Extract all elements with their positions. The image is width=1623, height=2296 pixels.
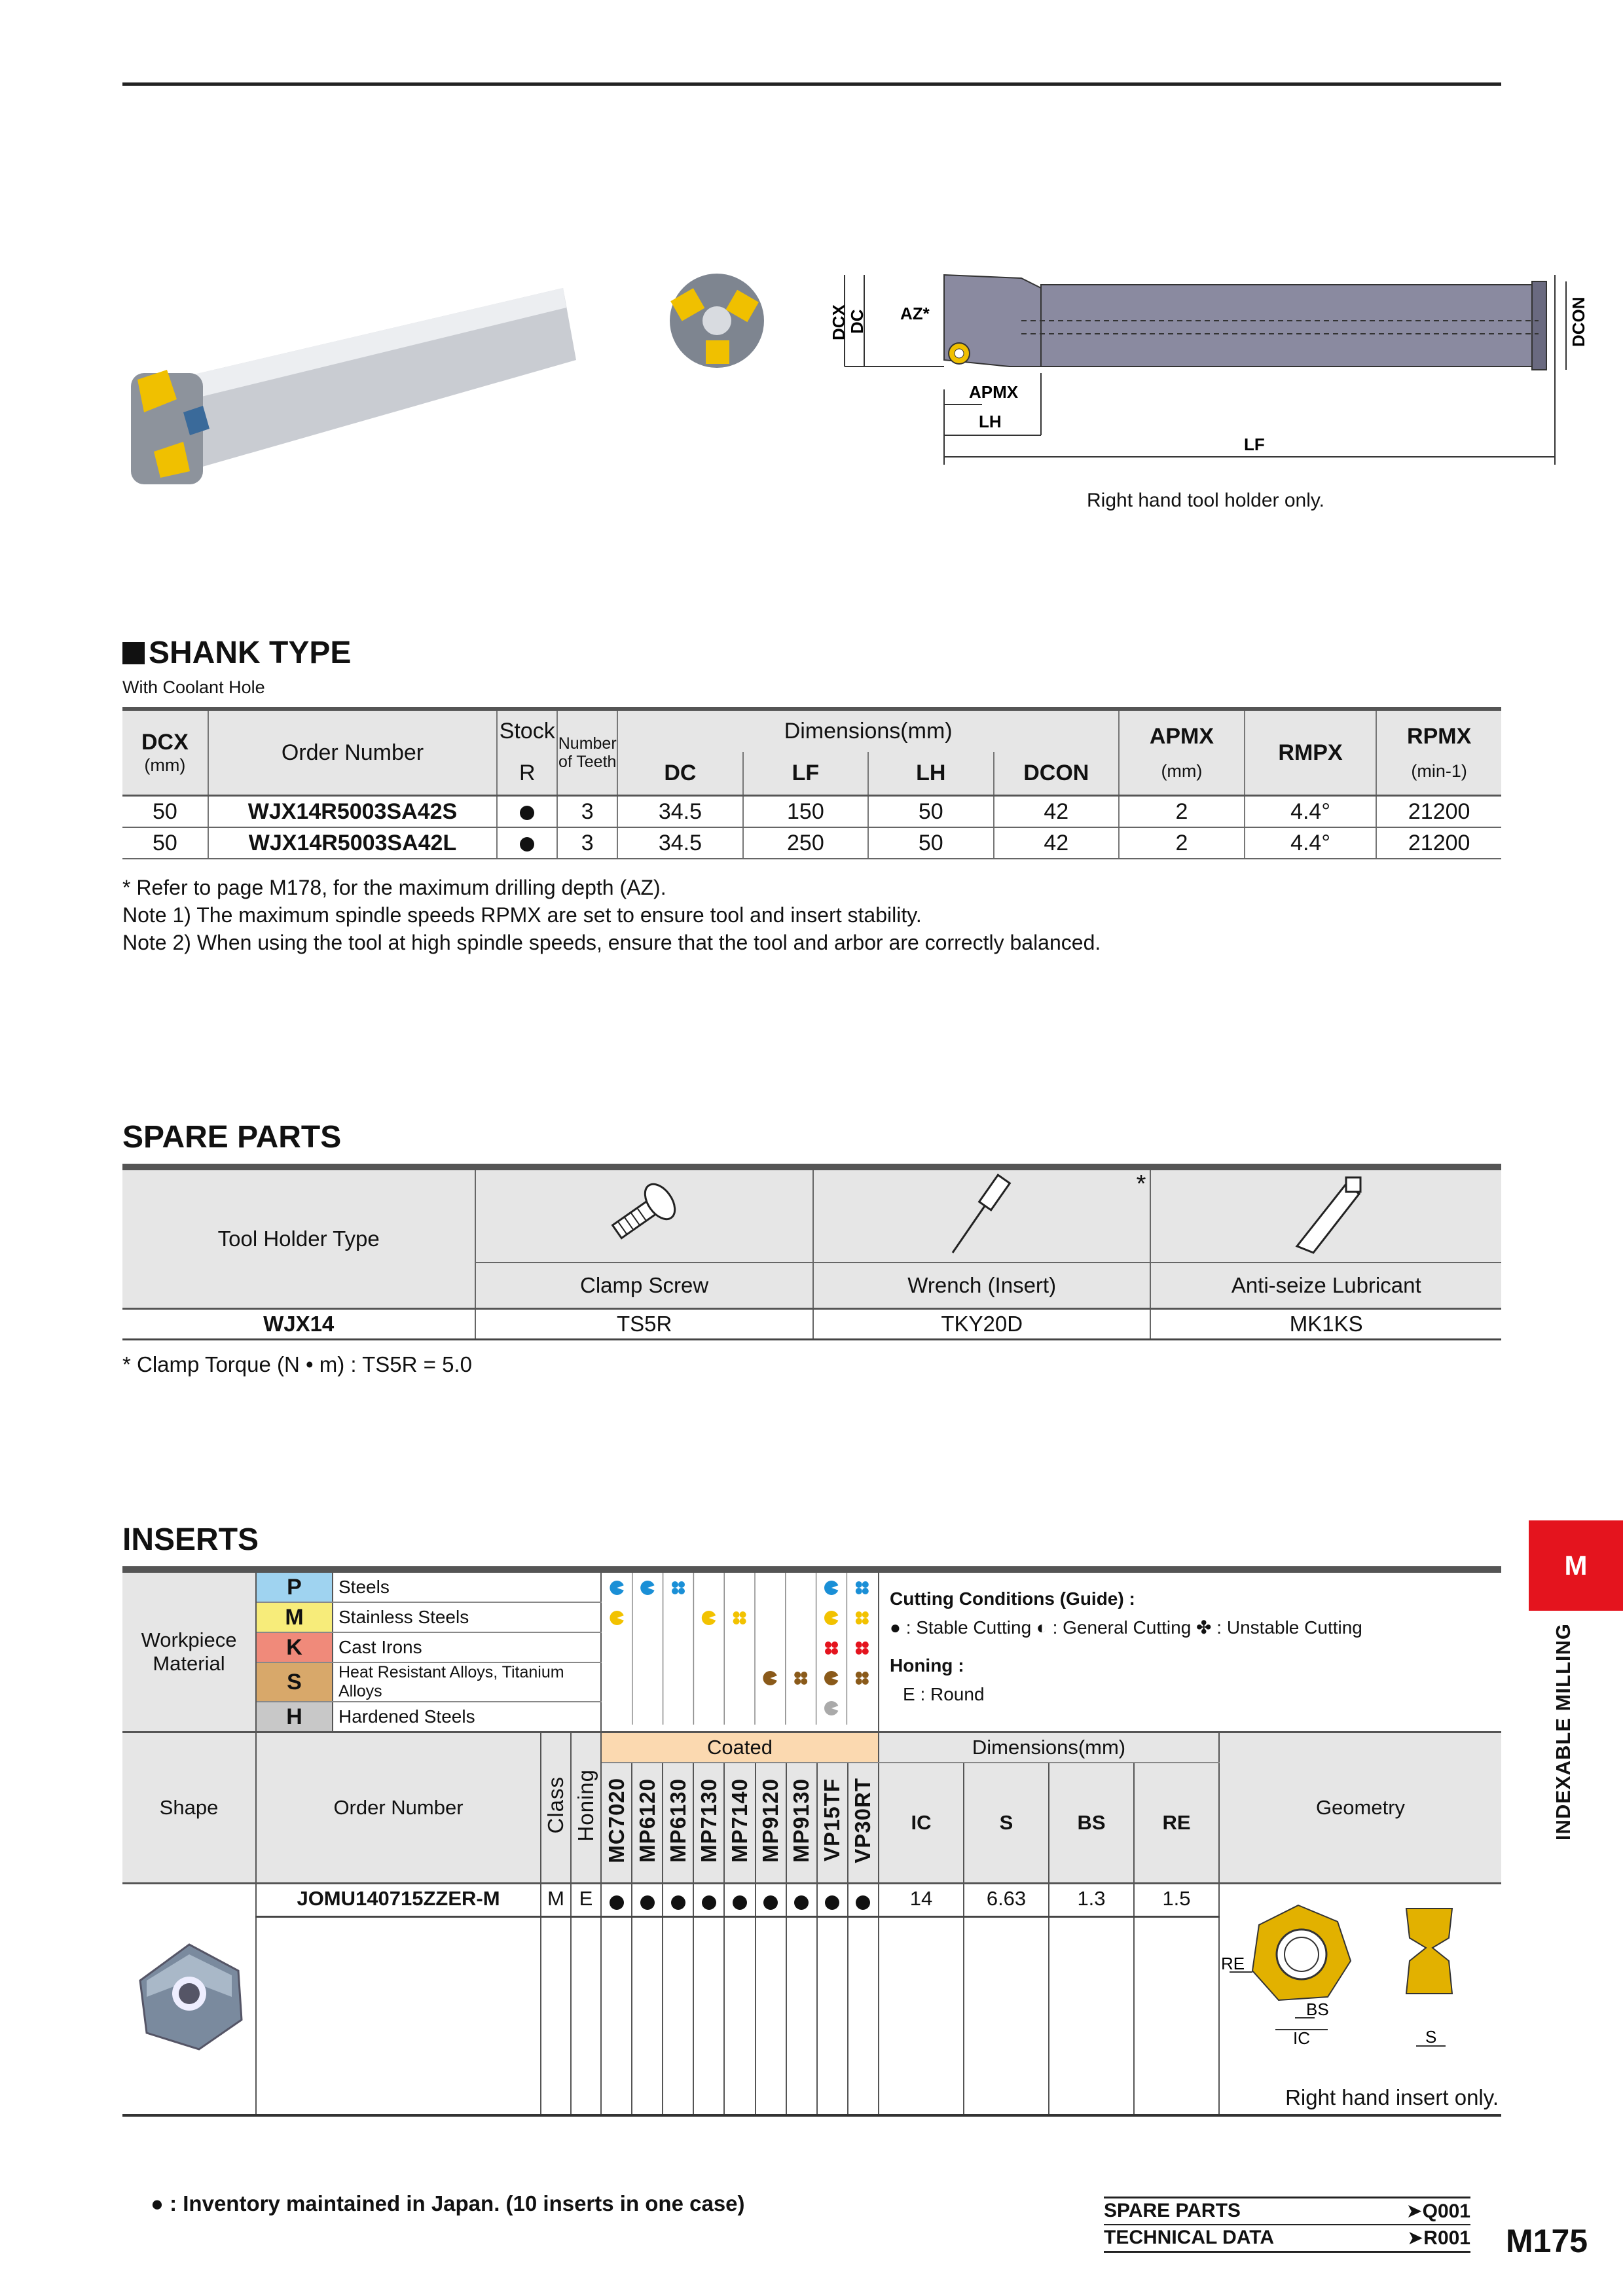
inserts-table <box>122 1566 1501 2117</box>
cell-dc: 34.5 <box>617 796 742 828</box>
stock-dot <box>693 1884 724 1917</box>
page-number: M175 <box>1506 2223 1588 2259</box>
cell-class: M <box>541 1884 571 1917</box>
cell-dcx: 50 <box>122 796 208 828</box>
cell-lf: 250 <box>743 827 868 859</box>
material-code-k: K <box>256 1632 333 1662</box>
lf-header: LF <box>743 752 868 796</box>
table-row <box>122 827 1501 859</box>
cell-teeth: 3 <box>557 827 617 859</box>
tool-photo <box>131 288 576 484</box>
shank-subtitle: With Coolant Hole <box>122 677 265 697</box>
general-cutting-icon <box>824 1701 839 1715</box>
stock-dot <box>756 1884 786 1917</box>
stock-dot <box>601 1884 632 1917</box>
note-line: Note 2) When using the tool at high spindle speeds, ensure that the tool and arbor are correctly balanced. <box>122 931 1101 954</box>
material-name-hardened: Hardened Steels <box>333 1702 601 1732</box>
apmx-header: APMX (mm) <box>1119 709 1245 796</box>
cell-lh: 50 <box>868 827 993 859</box>
class-header: Class <box>541 1732 571 1884</box>
dc-label: DC <box>847 309 867 334</box>
grade-mp6120: MP6120 <box>632 1763 663 1884</box>
stock-dot <box>632 1884 663 1917</box>
cell-dcx: 50 <box>122 827 208 859</box>
note-line: Note 1) The maximum spindle speeds RPMX are set to ensure tool and insert stability. <box>122 903 922 927</box>
cell-bs: 1.3 <box>1049 1884 1134 1917</box>
re-header: RE <box>1134 1763 1219 1884</box>
section-tab-label: INDEXABLE MILLING <box>1552 1623 1575 1841</box>
cell-wrench: TKY20D <box>813 1309 1151 1340</box>
unstable-cutting-icon <box>856 1672 869 1685</box>
cell-rmpx: 4.4° <box>1245 827 1377 859</box>
geometry-drawing <box>1219 1884 1501 2116</box>
general-cutting-icon <box>702 1611 717 1625</box>
right-hand-insert-note: Right hand insert only. <box>1285 2085 1499 2109</box>
geometry-header: Geometry <box>1219 1732 1501 1884</box>
unstable-cutting-icon <box>856 1641 869 1655</box>
general-cutting-icon <box>763 1671 778 1685</box>
honing-title: Honing : <box>890 1655 964 1676</box>
unstable-cutting-icon <box>856 1611 869 1624</box>
material-name-heat: Heat Resistant Alloys, Titanium Alloys <box>333 1662 601 1702</box>
unstable-cutting-icon <box>672 1581 685 1594</box>
right-hand-holder-note: Right hand tool holder only. <box>1087 490 1325 511</box>
cell-dcon: 42 <box>994 827 1120 859</box>
cell-apmx: 2 <box>1119 796 1245 828</box>
stock-dot <box>848 1884 879 1917</box>
shape-header: Shape <box>122 1732 256 1884</box>
clamp-screw-label: Clamp Screw <box>475 1263 813 1309</box>
az-label: AZ* <box>900 304 930 323</box>
cell-ic: 14 <box>879 1884 964 1917</box>
cell-dc: 34.5 <box>617 827 742 859</box>
stock-dot <box>817 1884 848 1917</box>
general-cutting-icon <box>824 1611 839 1625</box>
table-row <box>122 1309 1501 1340</box>
material-name-stainless: Stainless Steels <box>333 1602 601 1632</box>
cell-re: 1.5 <box>1134 1884 1219 1917</box>
cell-s: 6.63 <box>964 1884 1049 1917</box>
cell-dcon: 42 <box>994 796 1120 828</box>
cell-order: WJX14R5003SA42S <box>208 796 497 828</box>
material-code-p: P <box>256 1570 333 1602</box>
lh-label: LH <box>979 412 1002 431</box>
table-row <box>122 796 1501 828</box>
wrench-image <box>813 1167 1151 1263</box>
general-cutting-icon <box>824 1671 839 1685</box>
top-rule <box>122 82 1501 86</box>
grade-mp9130: MP9130 <box>786 1763 817 1884</box>
tool-illustration <box>105 249 1588 524</box>
ic-header: IC <box>879 1763 964 1884</box>
cell-rpmx: 21200 <box>1376 827 1501 859</box>
bs-header: BS <box>1049 1763 1134 1884</box>
wrench-star: * <box>1136 1170 1146 1198</box>
shank-table <box>122 707 1501 859</box>
cell-rpmx: 21200 <box>1376 796 1501 828</box>
cell-apmx: 2 <box>1119 827 1245 859</box>
lf-label: LF <box>1244 435 1265 454</box>
apmx-label: APMX <box>969 382 1019 402</box>
stock-dot <box>497 796 557 828</box>
tool-front-view <box>670 274 764 368</box>
material-code-h: H <box>256 1702 333 1732</box>
grade-mp7130: MP7130 <box>693 1763 724 1884</box>
cell-honing: E <box>571 1884 601 1917</box>
cell-lf: 150 <box>743 796 868 828</box>
cell-teeth: 3 <box>557 796 617 828</box>
inserts-section-title: INSERTS <box>122 1522 259 1557</box>
dcx-label: DCX <box>829 304 848 340</box>
order-header: Order Number <box>208 709 497 796</box>
dcx-header: DCX (mm) <box>122 709 208 796</box>
material-code-m: M <box>256 1602 333 1632</box>
geometry-ic-label: IC <box>1293 2028 1310 2048</box>
stock-dot <box>786 1884 817 1917</box>
table-row <box>122 1884 1501 1917</box>
stock-dot <box>724 1884 755 1917</box>
holder-type-header: Tool Holder Type <box>122 1167 475 1309</box>
cell-order: JOMU140715ZZER-M <box>256 1884 541 1917</box>
grade-vp15tf: VP15TF <box>817 1763 848 1884</box>
inventory-note: ● : Inventory maintained in Japan. (10 inserts in one case) <box>151 2191 745 2215</box>
general-cutting-icon <box>610 1581 625 1595</box>
shank-notes <box>122 874 1101 956</box>
grade-mc7020: MC7020 <box>601 1763 632 1884</box>
dc-header: DC <box>617 752 742 796</box>
coated-header: Coated <box>601 1732 879 1763</box>
ref-spare-parts[interactable]: SPARE PARTS ➤Q001 <box>1104 2197 1470 2225</box>
rmpx-header: RMPX <box>1245 709 1377 796</box>
geometry-s-label: S <box>1425 2027 1437 2047</box>
lubricant-label: Anti-seize Lubricant <box>1150 1263 1501 1309</box>
shank-section-title: SHANK TYPE <box>122 635 351 671</box>
s-header: S <box>964 1763 1049 1884</box>
wrench-label: Wrench (Insert) <box>813 1263 1151 1309</box>
honing-legend: E : Round <box>903 1684 985 1704</box>
clamp-torque-note: * Clamp Torque (N • m) : TS5R = 5.0 <box>122 1352 472 1376</box>
general-cutting-icon <box>610 1611 625 1625</box>
general-cutting-icon <box>640 1581 655 1595</box>
geometry-re-label: RE <box>1221 1954 1245 1973</box>
cutting-legend: ● : Stable Cutting ◐ : General Cutting ✤ : Unstable Cutting <box>890 1617 1362 1638</box>
unstable-cutting-icon <box>825 1641 838 1655</box>
material-code-s: S <box>256 1662 333 1702</box>
lh-header: LH <box>868 752 993 796</box>
rpmx-header: RPMX (min-1) <box>1376 709 1501 796</box>
grade-mp9120: MP9120 <box>756 1763 786 1884</box>
stock-header: Stock <box>497 709 557 752</box>
dcon-header: DCON <box>994 752 1120 796</box>
unstable-cutting-icon <box>856 1581 869 1594</box>
lubricant-image <box>1150 1167 1501 1263</box>
dimensions-header: Dimensions(mm) <box>879 1732 1219 1763</box>
material-name-steels: Steels <box>333 1570 601 1602</box>
cell-lubricant: MK1KS <box>1289 1312 1363 1336</box>
cell-lh: 50 <box>868 796 993 828</box>
general-cutting-icon <box>824 1581 839 1595</box>
cutting-legend-box <box>879 1570 1501 1732</box>
cell-holder-type: WJX14 <box>122 1309 475 1340</box>
unstable-cutting-icon <box>733 1611 746 1624</box>
note-line: * Refer to page M178, for the maximum drilling depth (AZ). <box>122 876 666 899</box>
workpiece-label: Workpiece Material <box>122 1570 256 1732</box>
cutting-matrix <box>601 1570 879 1732</box>
honing-header: Honing <box>571 1732 601 1884</box>
page-references <box>1104 2197 1470 2253</box>
grade-mp6130: MP6130 <box>663 1763 693 1884</box>
tool-side-drawing <box>829 275 1588 465</box>
stock-dot <box>663 1884 693 1917</box>
ref-technical-data[interactable]: TECHNICAL DATA ➤R001 <box>1104 2225 1470 2253</box>
unstable-cutting-icon <box>794 1672 807 1685</box>
stock-r-header: R <box>497 752 557 796</box>
cell-rmpx: 4.4° <box>1245 796 1377 828</box>
dimensions-header: Dimensions(mm) <box>617 709 1119 752</box>
dcon-label: DCON <box>1569 296 1588 347</box>
cell-order: WJX14R5003SA42L <box>208 827 497 859</box>
order-header: Order Number <box>256 1732 541 1884</box>
insert-shape-image <box>122 1884 256 2116</box>
grade-mp7140: MP7140 <box>724 1763 755 1884</box>
spare-parts-table <box>122 1164 1501 1340</box>
grade-vp30rt: VP30RT <box>848 1763 879 1884</box>
teeth-header: Number of Teeth <box>557 709 617 796</box>
cutting-title: Cutting Conditions (Guide) : <box>890 1588 1135 1609</box>
geometry-bs-label: BS <box>1306 2000 1329 2019</box>
stock-dot <box>497 827 557 859</box>
spare-section-title: SPARE PARTS <box>122 1120 342 1155</box>
material-name-cast: Cast Irons <box>333 1632 601 1662</box>
section-tab: M <box>1529 1520 1623 1611</box>
clamp-screw-image <box>475 1167 813 1263</box>
cell-clamp-screw: TS5R <box>475 1309 813 1340</box>
